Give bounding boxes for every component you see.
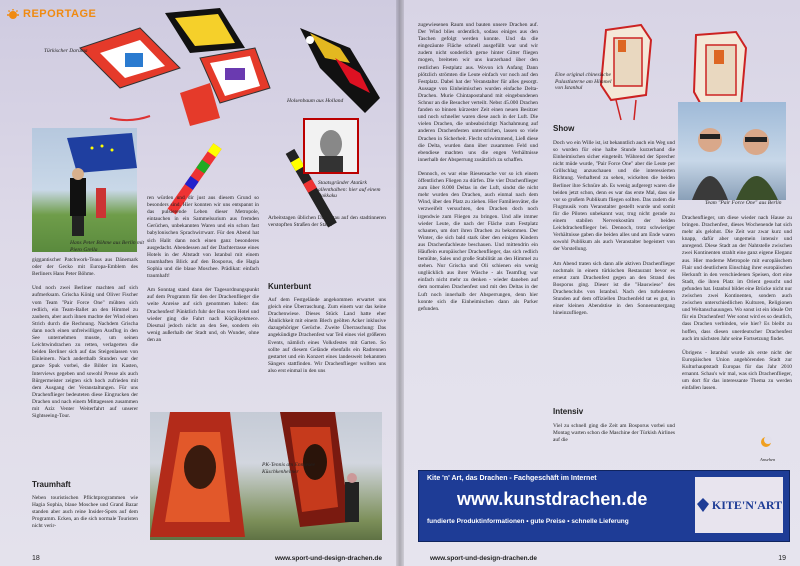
team-photo [678,102,786,200]
moon-icon [760,436,772,448]
page-gutter [396,0,404,566]
left-page-number: 18 [32,555,40,562]
festival-kites-photo [150,412,382,540]
sun-icon [6,8,20,20]
right-footer-url[interactable]: www.sport-und-design-drachen.de [430,555,538,562]
article-column-1: giggantischer Patchwork-Teaus aus Dänemark oder der Gecko mit Europa-Emblem des Berliners Hans Peter Böhme. Und noch zwei Berliner machten auf sich aufmerksam. Grischa König und Oliver Fischer vom Team "Pair Force One" mühten sich redlich, ein Team-Ballet an den Himmel zu zaubern, aber auch ihnen machte der Wind einen Strich durch die Rechnung. Nachdem Grischa dann noch einen unfreiwilligen Ausflug in den See unternehmen musste, um seinen Leichtwindrachen zu retten, verlagerten die beiden Berliner sich auf das Steigenlassen von Einleinern. Nach anderthalb Stunden war der ganze Spuk vorbei, die Bilder im Kasten, Interviews gegeben und sowohl Presse als auch Bürgermeister zeigten sich hoch zufrieden mit dem Ausgang der Veranstaltungen. Für uns Drachenflieger bedeuteten diese Eingrucken der Drachen und nach einem Mittagessen zusammen mit Aziz Venter Weiterfahrt auf unserer Sightseeing-Tour. [32,257,138,420]
caption-team: Team "Pair Force One" aus Berlin [705,200,782,206]
ataturk-kite-photo [303,118,359,174]
article-column-2: ren würden und dir just aus diesem Grund so besonders sind. Hier konnten wir uns entspannt in das pulsierende Leben dieser Metropole, eintauchen in ein Sammelsurium aus fremden Gerüchen, unbekannten Waren und ein schon fast babylonischen Sprachwirrwarr. Für den Abend hat sich Halit dann noch einen ganz besonderes ausgedacht. Abendessen auf der Dachterrasse eines Hotels in der Altstadt von Istanbul mit einem traumhaften Blick auf den Bosporus, die Hagia Sophia und die blaue Moschee. Prädikat: einfach traumhaft! Am Sonntag stand dann der Tagesordnungspunkt auf dem Programm für den der Drachenflieger die weite Anreise auf sich genommen haben: das Drachenfest! Pünktlich fuhr der Bus vom Hotel und wieder ging die Fahrt nach Küçükçekmece. Diesmal jedoch nicht an den See, sondern ein wenig außerhalb der Stadt und, oh Wunder, ohne den an [147,195,259,343]
right-page [400,0,800,566]
ad-logo: KITE'N'ART [695,477,783,533]
ad-url[interactable]: www.kunstdrachen.de [457,489,648,509]
heading-show: Show [553,124,575,133]
article-column-3a: Arbeitstagen üblichen Dauerstau auf den stadtinneren verstopften Straßen der Stadt. [268,215,388,229]
caption-hans-peter: Hans Peter Böhme aus Berlin mit Piero Grella [70,240,145,253]
article-column-3: Auf dem Festgelände angekommen erwartet uns gleich eine Überraschung. Zum einem war das keine Drachenwiese. Dieses Stück Land hatte eher Ähnlichkeit mit einem Blech geölten Acker inklusive dazugehöriger Gerüche. Zweite Überraschung: Das angekündigte Drachenfest war Teil eines viel größeren Events, nämlich eines Volksfestes mit Garten. So sollte auf diesem Gelände ebenfalls ein Radrennen gestartet und ein Konzert eines landesweit bekannten Sängers stattfinden. Wir Drachenflieger wollten uns also erst einmal in den uns [268,297,388,374]
left-footer-url[interactable]: www.sport-und-design-drachen.de [275,555,383,562]
caption-holsenbaum: Holsenbaum aus Holland [287,98,344,104]
heading-traumhaft: Traumhaft [32,480,71,489]
article-right-column-2b: Viel zu schnell ging die Zeit am Bosporus vorbei und Montag warten schon die Maschine der Türkish Airlines auf die [553,423,677,444]
caption-pk-team: PK-Tennis am Ennsesee Küschkenheimer [262,462,315,475]
hans-peter-photo [32,128,137,252]
caption-tuerkischer-daruma: Türkischer Daruma [44,48,88,54]
kite-logo-icon [696,497,710,513]
article-column-1b: Neben touristischen Pflichtprogrammen wie Hagia Sophia, blaue Moschee und Grand Bazar standen aber auch reine Insider-Spots auf dem Programm. Ecken, an die sich normale Touristen nicht verir- [32,495,140,530]
heading-kunterbunt: Kunterbunt [268,282,312,291]
ad-headline: Kite 'n' Art, das Drachen - Fachgeschäft im Internet [427,475,597,482]
caption-ottoman-lantern: Eine original chinesische Palastlaterne am Himmel von Istanbul [555,72,612,92]
article-right-column-2: Doch wo ein Wille ist, ist bekanntlich auch ein Weg und so wurden für eine halbe Stunde kurzerhand die Einheimischen sicher eingeteilt. Während der Sprecher nicht müde wurde, "Pair Force One" aber die Leute per Grillschlag anzuschauen und die interessierten Richtung. Verhaftend zu sehen, wickelten die beiden Berliner ihre Schnüre ab. Es wenig aufgeregt waren die beiden jetzt schon, denn es war das erste Mal, dass sie vor so großem Publikum fliegen sollten. Das zudem die Flugmusik vom Veranstalter gestellt wurde und somit für die Piloten unbekannt war, trug nicht gerade zu einem stabilen Nervenkostüm der beiden Leichdrachenflieger bei. Dennoch, trotz schwieriger Verhältnisse gaben die beiden alles und am Ende waren sowohl Publikum als auch Veranstalter begeistert von der Vorstellung. Am Abend traten sich dann alle aktiven Drachenflieger nochmals in einem türkischen Restaurant bevor es erneut zum Drachenfest gegen an den Strand des Bosporus ging. Dieser ist die "Hauswiese" des Drachenclubs von Istanbul. Nach den turbulenten Stunden auf dem offiziellen Drachenfeld tat es gut, in einer kleinen Abendstise in den Sonnenuntergang hineinzufliegen. [553,140,675,317]
section-label: REPORTAGE [6,8,96,20]
kites-illustration [70,8,270,138]
ad-tagline: fundierte Produktinformationen • gute Preise • schnelle Lieferung [427,518,629,525]
article-right-column-3: Drachenflieger, um diese wieder nach Hause zu bringen. Drachenfest, dieses Wochenende hat sich mehr als gelohnt. Die Zeit war zwar kurz und knapp, dafür aber ungemein intensiv und anregend. Diese Stadt an der Nahtstelle zwischen zwei Kontinenten strahlt eine ganz eigene Eleganz aus. Hier moderne Metropole mit europäischem Flair und deutlichem Einschlag ihrer europäischen Herkunft in den verschiedenen Speisen, dort eine Stadt, die ihren Platz im Orient gesucht und gefunden hat. Istanbul bildet eine Brücke nicht nur zwischen zwei Kontinenten, sondern auch zwischen unterschiedlichen Kulturen, Religionen und Weltanschauungen. Wo sonst ist ein ideale Ort für ein Drachenfest! Wer sonst wird es so deutlich, dass Drachen verbinden, wie hier? Es bleibt zu hoffen, dass diesen unerdeutscher Drachenfest auch im nächsten Jahr seine Fortsetzung findet. Übrigens - Istanbul wurde als erste nicht der Europäischen Union angehörenden Stadt zur Kulturhauptstadt Europas für das Jahr 2010 ernannt. Schau's wir mal, was sich Drachenflieger, um dort für das interessante Thema zu werden einfallen lassen. [682,215,792,392]
author-mark: Ansehen [760,436,775,466]
caption-ataturk: Staatsgründer Atatürk allenthalben: hier auf einem Rokkaku [318,180,381,200]
right-page-number: 19 [778,555,786,562]
kite-n-art-advertisement[interactable] [418,470,790,542]
article-right-column-1: zugewiesenen Raum und bauten unsere Drachen auf. Der Wind blies ordentlich, sodass einiges aus den Taschen gefolgt werden konnte. Und da die eingezäunte Fläche schnell ausgefüllt war und wir zudem nicht sonderlich gerne hinter Gitter fliegen mogen, breiteten wir uns kurzerhand über den restlichen Festplatz aus. Wovon ich Anfang Dann plötzlich strömten die Leute einfach vor noch auf den Festplatz. Dabei hat der Veranstalter für alles gesorgt. Aussage von Einheimischen wurden einfache Delta-Drachen. Murie Chintapostahand mit eingebundenen Schnur an die Besucher verteilt. Nebst 45.000 Drachen fanden so binnen kürzester Zeit einen neuen Besitzer und noch schneller waren diese auch in der Luft. Die vielen Drachen, die unbeabsichtigt Nachahmung auf anderen Drachenfesten unterstrichen, lassen so viele Drachen in Sicherheit. Flecht schwimmend, Ließ diese die Delta, wurden dann über zusammen Feld und ebendiese machten uns die engen Verhältnisse innerhalb der Absperrung zusätzlich zu schaffen. Dennoch, es war eine Riesensache vor so ich einem öffentlichen Fliegen zu dürfen. Die vier Drachenflieger zum über 8.000 Deltas in der Luft, sindst die nicht mehr wurden den Drachen, auch einmal nach dem Wind, über den Platz zu ziehen. Hier Familienväter, die verzweifelt versuchten, den Drachen doch noch irgendwie zum Fliegen zu bringen. Und alle immer wieder Leute, die nach der Fläche zum Festplatz schauten, um dort ihren Drachen zu bekommen. Der Winter, die sich bald stark über den einigen Kindern aus Drachenfachleute beschauen. Und mittendrin ein Häuflein europäischer Drachenflieger, das sich redlich bemühte, Sales und große Stabilität an den Himmel zu stehen. Nur Grischa und Oli schienen ein wenig unglücklich aus ihrer Wäsche - als Teamflug war einfach nicht mehr zu denken - wieder daneben auf dem normalen Drachenfest und mit den Deltas in der Luft noch innerhalb der Absperrungen, denn hier konnte sich die Einheimischen dann als Parker gefunden. [418,22,538,312]
heading-intensiv: Intensiv [553,407,584,416]
